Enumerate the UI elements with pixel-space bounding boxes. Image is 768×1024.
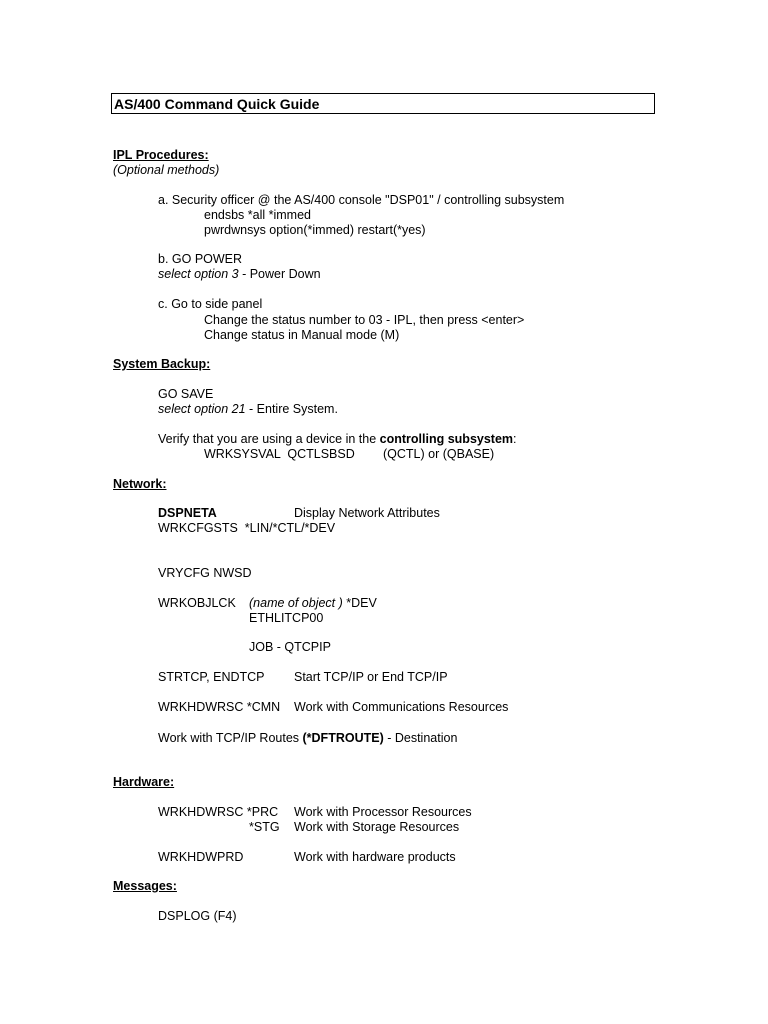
- hardware-stg-desc: Work with Storage Resources: [294, 820, 460, 834]
- ipl-subheading: (Optional methods): [113, 163, 220, 177]
- backup-verify-pre: Verify that you are using a device in the: [158, 432, 380, 446]
- network-wrkobjlck-arg: (name of object ): [249, 596, 343, 610]
- network-wrkobjlck-cmd: WRKOBJLCK: [158, 596, 236, 610]
- hardware-prc-cmd: WRKHDWRSC *PRC: [158, 805, 279, 819]
- network-strtcp-cmd: STRTCP, ENDTCP: [158, 670, 265, 684]
- title-box: [111, 93, 655, 114]
- ipl-b-option: select option 3: [158, 267, 239, 281]
- hardware-prd-desc: Work with hardware products: [294, 850, 456, 864]
- network-wrkobjlck-type: *DEV: [342, 596, 377, 610]
- network-heading: Network:: [113, 477, 167, 491]
- network-wrkcfgsts: WRKCFGSTS *LIN/*CTL/*DEV: [158, 521, 336, 535]
- backup-sysval-values: (QCTL) or (QBASE): [383, 447, 495, 461]
- hardware-prc-desc: Work with Processor Resources: [294, 805, 472, 819]
- network-ethline: ETHLITCP00: [249, 611, 324, 625]
- backup-sysval-cmd: WRKSYSVAL QCTLSBSD: [204, 447, 355, 461]
- ipl-a-cmd1: endsbs *all *immed: [204, 208, 311, 222]
- network-routes-line: [158, 731, 457, 746]
- ipl-c-step1: Change the status number to 03 - IPL, then press <enter>: [204, 313, 525, 327]
- ipl-a-cmd2: pwrdwnsys option(*immed) restart(*yes): [204, 223, 426, 237]
- ipl-b-option-line: [158, 267, 321, 282]
- ipl-c-step2: Change status in Manual mode (M): [204, 328, 400, 342]
- ipl-a-line: a. Security officer @ the AS/400 console "DSP01" / controlling subsystem: [158, 193, 565, 207]
- hardware-stg-cmd: *STG: [249, 820, 280, 834]
- backup-verify-post: :: [513, 432, 517, 446]
- messages-dsplog: DSPLOG (F4): [158, 909, 237, 923]
- network-routes-post: - Destination: [383, 731, 458, 745]
- network-wrkhdwrsc-cmn-cmd: WRKHDWRSC *CMN: [158, 700, 281, 714]
- hardware-prd-cmd: WRKHDWPRD: [158, 850, 244, 864]
- network-vrycfg: VRYCFG NWSD: [158, 566, 252, 580]
- messages-heading: Messages:: [113, 879, 177, 893]
- network-wrkobjlck-args: [249, 596, 377, 611]
- backup-verify-line: [158, 432, 517, 447]
- backup-option-line: [158, 402, 338, 417]
- hardware-heading: Hardware:: [113, 775, 175, 789]
- backup-heading: System Backup:: [113, 357, 211, 371]
- network-dspneta-cmd: DSPNETA: [158, 506, 217, 520]
- ipl-c-line: c. Go to side panel: [158, 297, 263, 311]
- backup-cmd: GO SAVE: [158, 387, 214, 401]
- network-dspneta-desc: Display Network Attributes: [294, 506, 440, 520]
- network-job: JOB - QTCPIP: [249, 640, 331, 654]
- backup-verify-bold: controlling subsystem: [379, 432, 514, 446]
- ipl-b-line: b. GO POWER: [158, 252, 243, 266]
- network-strtcp-desc: Start TCP/IP or End TCP/IP: [294, 670, 448, 684]
- backup-option-desc: - Entire System.: [245, 402, 338, 416]
- page-title: AS/400 Command Quick Guide: [114, 96, 320, 112]
- network-routes-bold: (*DFTROUTE): [302, 731, 384, 745]
- ipl-heading: IPL Procedures:: [113, 148, 209, 162]
- backup-option: select option 21: [158, 402, 246, 416]
- network-wrkhdwrsc-cmn-desc: Work with Communications Resources: [294, 700, 509, 714]
- ipl-b-desc: - Power Down: [238, 267, 321, 281]
- network-routes-pre: Work with TCP/IP Routes: [158, 731, 303, 745]
